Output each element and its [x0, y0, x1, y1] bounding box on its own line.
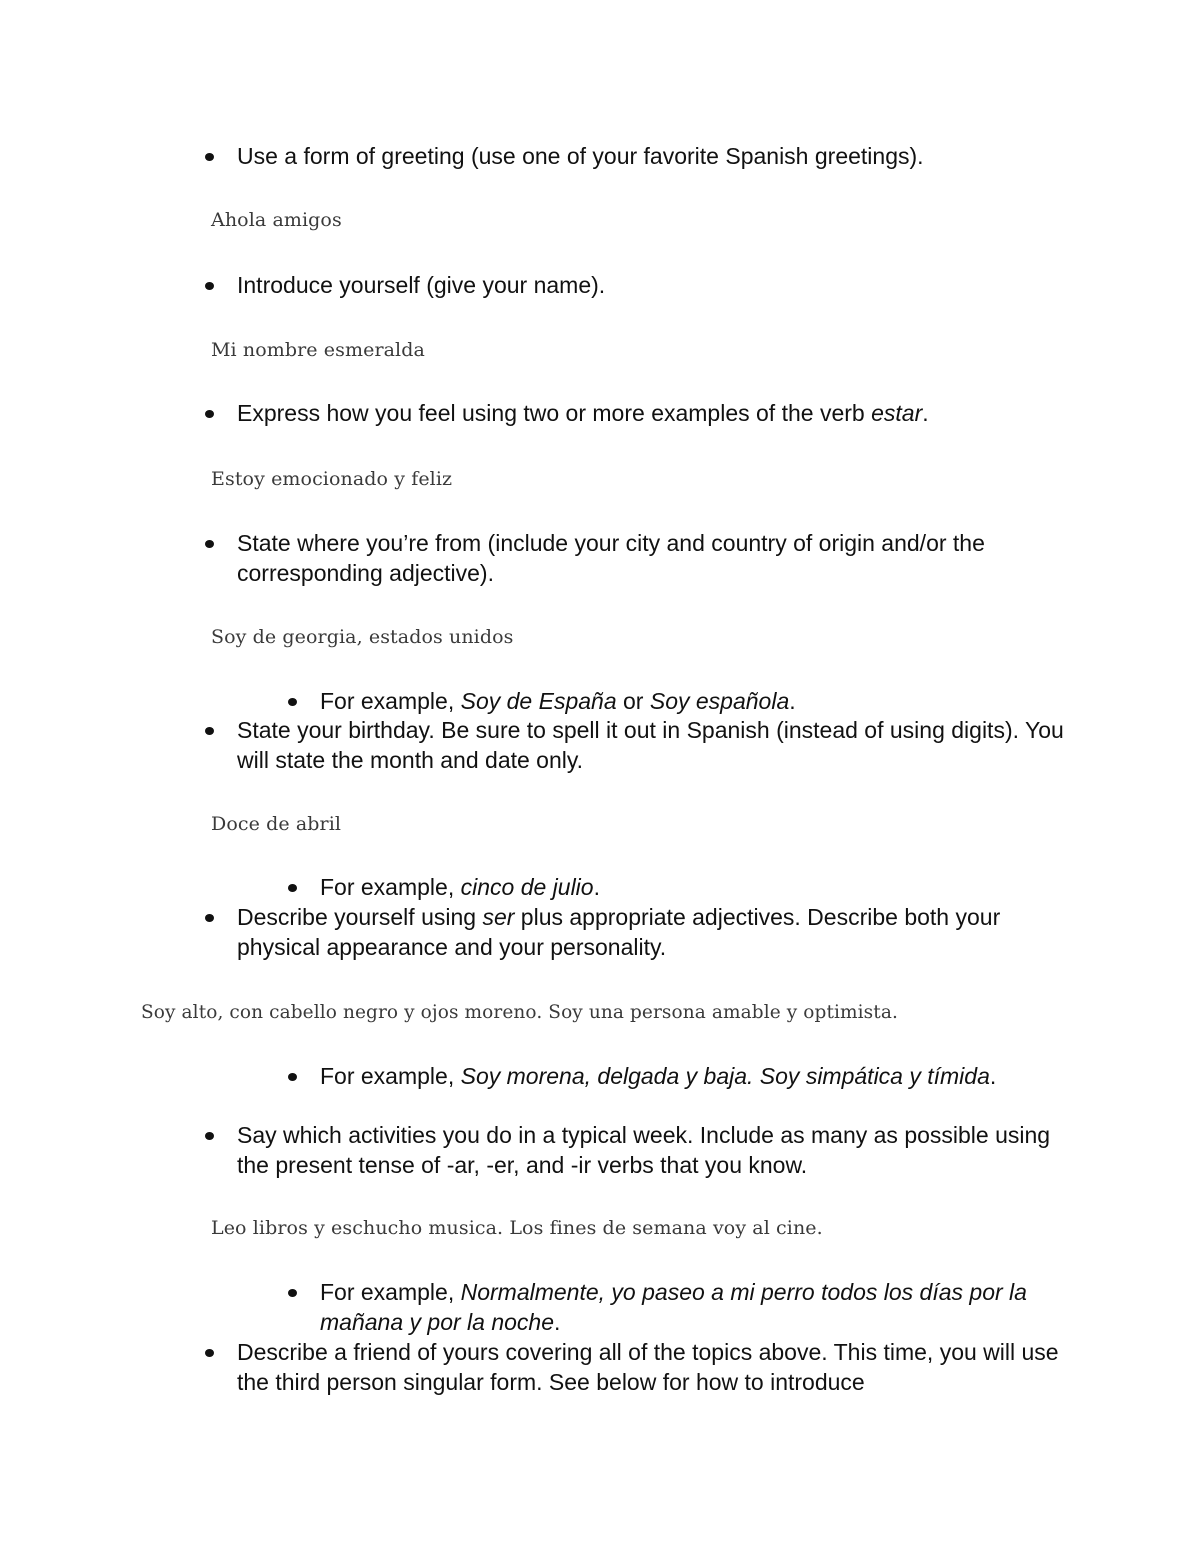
prompt-ser [237, 903, 1087, 962]
prompt-text: State your birthday. Be sure to spell it out in Spanish (instead of using digits). You will state the month and date only. [237, 717, 1064, 773]
answer-origin: Soy de georgia, estados unidos [211, 626, 514, 648]
prompt-birthday [237, 716, 1087, 775]
example-suffix: . [554, 1308, 561, 1335]
prompt-introduce [237, 271, 1087, 301]
bullet-icon [288, 698, 297, 706]
example-origin [320, 687, 1080, 717]
example-italic-1: Soy de España [460, 688, 617, 714]
example-prefix: For example, [320, 688, 461, 714]
prompt-greeting [237, 142, 1087, 172]
answer-ser: Soy alto, con cabello negro y ojos moreno. Soy una persona amable y optimista. [141, 1002, 898, 1023]
example-birthday [320, 873, 1080, 903]
example-middle: or [616, 688, 650, 714]
bullet-icon [205, 540, 214, 548]
prompt-text: Introduce yourself (give your name). [237, 272, 606, 298]
example-italic: Soy morena, delgada y baja. Soy simpática y tímida [460, 1063, 990, 1089]
example-italic-2: Soy española [649, 688, 790, 714]
example-prefix: For example, [320, 874, 461, 900]
bullet-icon [288, 884, 297, 892]
prompt-origin [237, 529, 1087, 588]
prompt-text: Express how you feel using two or more examples of the verb [237, 400, 872, 426]
bullet-icon [205, 1349, 214, 1357]
example-prefix: For example, [320, 1279, 461, 1305]
prompt-estar [237, 399, 1087, 429]
example-prefix: For example, [320, 1063, 461, 1089]
answer-estar: Estoy emocionado y feliz [211, 468, 453, 490]
prompt-activities [237, 1121, 1087, 1180]
bullet-icon [205, 282, 214, 290]
answer-activities: Leo libros y eschucho musica. Los fines de semana voy al cine. [211, 1217, 823, 1239]
prompt-text: State where you’re from (include your city and country of origin and/or the corresponding adjective). [237, 530, 985, 586]
example-activities [320, 1278, 1080, 1337]
prompt-friend [237, 1338, 1087, 1397]
answer-birthday: Doce de abril [211, 813, 342, 835]
prompt-text-end: plus appropriate adjectives. Describe both your physical appearance and your personality. [237, 904, 1001, 960]
example-suffix: . [789, 688, 796, 714]
prompt-text: Describe a friend of yours covering all of the topics above. This time, you will use the third person singular form. See below for how to introduce [237, 1339, 1059, 1395]
example-suffix: . [593, 874, 600, 900]
prompt-text: Use a form of greeting (use one of your favorite Spanish greetings). [237, 143, 924, 169]
answer-greeting: Ahola amigos [211, 209, 342, 231]
prompt-italic: estar [871, 400, 923, 426]
prompt-text: Say which activities you do in a typical week. Include as many as possible using the present tense of -ar, -er, and -ir verbs that you know. [237, 1122, 1051, 1178]
bullet-icon [288, 1073, 297, 1081]
example-italic: cinco de julio [460, 874, 594, 900]
prompt-text-end: . [922, 400, 929, 426]
bullet-icon [205, 153, 214, 161]
answer-introduce: Mi nombre esmeralda [211, 339, 425, 361]
bullet-icon [205, 727, 214, 735]
prompt-text: Describe yourself using [237, 904, 483, 930]
bullet-icon [205, 410, 214, 418]
bullet-icon [288, 1289, 297, 1297]
example-ser [320, 1062, 1080, 1092]
bullet-icon [205, 914, 214, 922]
example-suffix: . [989, 1063, 997, 1089]
bullet-icon [205, 1132, 214, 1140]
example-italic: Normalmente, yo paseo a mi perro todos los días por la mañana y por la noche [320, 1279, 1027, 1335]
prompt-italic: ser [482, 904, 515, 930]
